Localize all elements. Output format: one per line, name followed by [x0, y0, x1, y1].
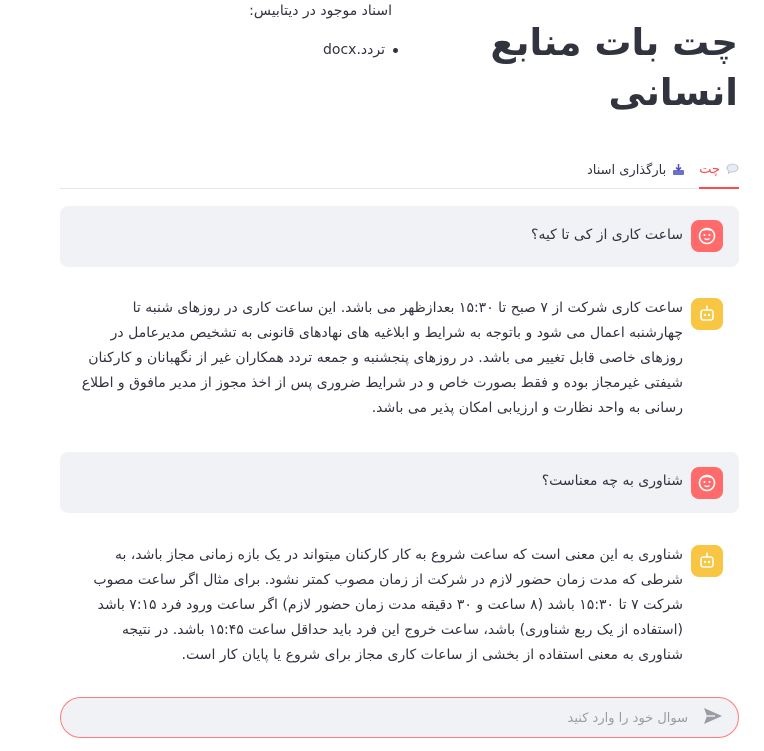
message-text: شناوری به چه معناست؟ [541, 473, 683, 489]
inbox-tray-icon [672, 163, 685, 178]
chat-message-assistant [60, 283, 739, 433]
bot-avatar-icon [691, 545, 723, 577]
user-avatar-icon [691, 220, 723, 252]
chat-input-bar [60, 697, 739, 738]
document-item [248, 42, 398, 58]
chat-message-assistant [60, 530, 739, 680]
tab-upload-documents[interactable] [573, 152, 685, 188]
user-avatar-icon [691, 467, 723, 499]
tab-chat-label: چت [699, 162, 720, 177]
message-text: ساعت کاری شرکت از ۷ صبح تا ۱۵:۳۰ بعدازظهر می باشد. این ساعت کاری در روزهای شنبه تا چهارشنبه اعمال می شود و باتوجه به شرایط و ابلاغیه های نهادهای قانونی به تشخیص مدیرعامل در روزهای خاصی قابل تغییر می باشد. در روزهای پنجشنبه و جمعه تردد همکاران غیر از نگهبانان و کارکنان شیفتی غیرمجاز بوده و فقط بصورت خاص و در شرایط ضروری پس از اخذ مجوز از مدیر مافوق و اطلاع رسانی به واحد نظارت و ارزیابی امکان پذیر می باشد. [81, 300, 683, 416]
documents-list [248, 42, 398, 58]
documents-heading: اسناد موجود در دیتابیس: [249, 3, 392, 19]
document-name: docx.تردد [323, 42, 385, 58]
chat-message-user [60, 452, 739, 513]
send-button[interactable] [702, 707, 724, 729]
page-title: چت بات منابع انسانی [490, 21, 738, 114]
speech-balloon-icon [726, 163, 739, 177]
send-icon [703, 707, 723, 729]
tab-upload-label: بارگذاری اسناد [586, 162, 667, 178]
bot-avatar-icon [691, 298, 723, 330]
message-text: ساعت کاری از کی تا کیه؟ [531, 227, 683, 243]
message-text: شناوری به این معنی است که ساعت شروع به کار کارکنان میتواند در یک بازه زمانی مجاز باشد، به شرطی که مدت زمان حضور لازم در شرکت از زمان مصوب کمتر نشود. برای مثال اگر ساعت مصوب شرکت ۷ تا ۱۵:۳۰ باشد (۸ ساعت و ۳۰ دقیقه مدت زمان حضور لازم) اگر ساعت ورود فرد ۷:۱۵ باشد (استفاده از یک ربع شناوری) باشد، ساعت خروج این فرد باید حداقل ساعت ۱۵:۴۵ باشد. در نتیجه شناوری به معنی استفاده از بخشی از ساعات کاری مجاز برای شروع یا پایان کار است. [93, 547, 683, 663]
bullet-icon [393, 48, 398, 53]
tab-chat[interactable] [699, 152, 739, 189]
chat-input[interactable] [81, 706, 688, 730]
tab-bar [60, 152, 739, 189]
chat-message-user [60, 206, 739, 267]
